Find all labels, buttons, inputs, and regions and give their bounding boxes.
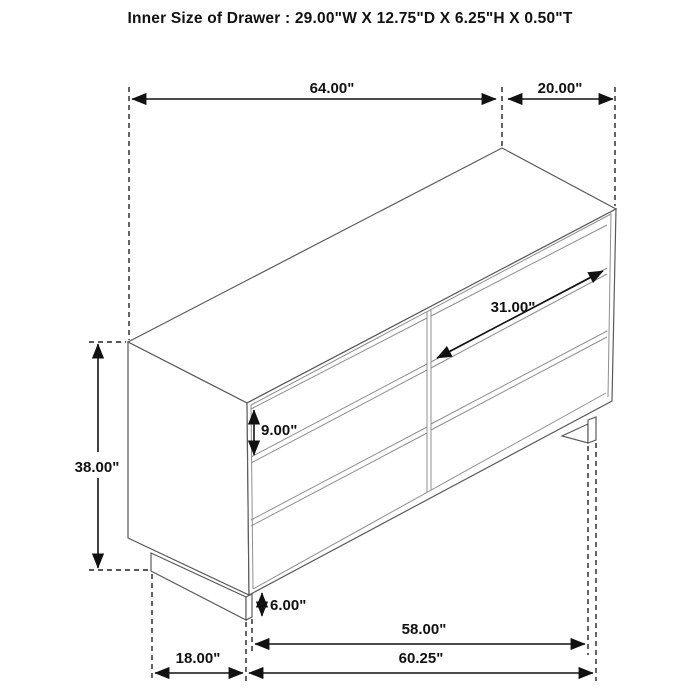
dimension-drawer-height-label: 9.00"	[261, 422, 298, 439]
dimension-overall-height-label: 38.00"	[74, 459, 120, 476]
dimension-drawer-width-label: 31.00"	[490, 299, 536, 316]
dimension-base-outer-width-label: 60.25"	[398, 650, 444, 667]
diagram-title: Inner Size of Drawer : 29.00"W X 12.75"D X 6.25"H X 0.50"T	[127, 10, 573, 27]
dimension-base-height	[262, 593, 306, 616]
dresser-drawing	[128, 148, 616, 620]
dimension-base-inner-width-label: 58.00"	[401, 621, 447, 638]
dimension-base-height-label: 6.00"	[270, 597, 307, 614]
dimension-base-depth-label: 18.00"	[175, 650, 221, 667]
dimension-top-depth-label: 20.00"	[537, 80, 583, 97]
dimension-top-width-label: 64.00"	[309, 80, 355, 97]
